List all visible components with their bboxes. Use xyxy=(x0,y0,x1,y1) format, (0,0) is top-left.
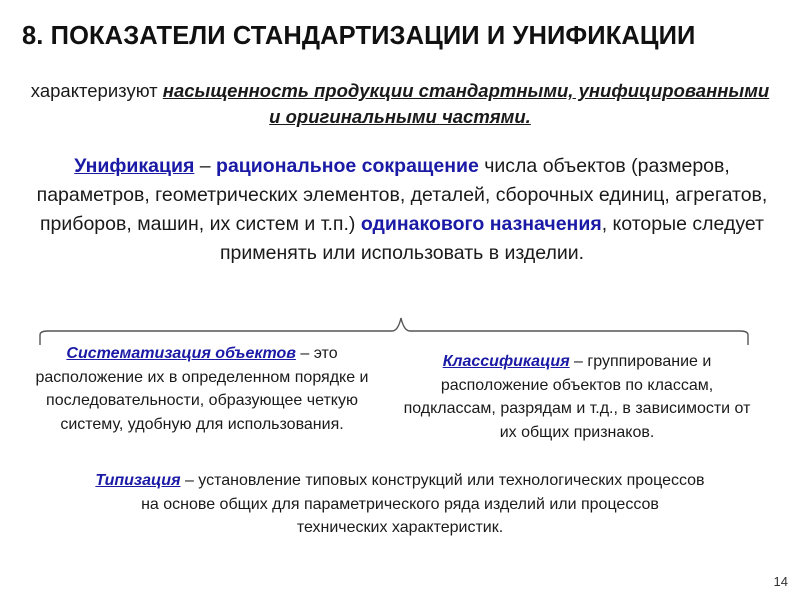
unification-text-2: , которые следует применять или использовать в изделии. xyxy=(219,213,764,264)
intro-emphasis: насыщенность продукции стандартными, унифицированными и оригинальными частями. xyxy=(162,80,770,127)
classification-definition xyxy=(396,350,758,444)
classification-text: – группирование и расположение объектов по классам, подклассам, разрядам и т.д., в зависимости от их общих признаков. xyxy=(403,353,751,441)
unification-definition xyxy=(32,152,772,268)
classification-term: Классификация xyxy=(442,353,570,370)
systematization-term: Систематизация объектов xyxy=(66,345,296,362)
slide-title: 8. ПОКАЗАТЕЛИ СТАНДАРТИЗАЦИИ И УНИФИКАЦИИ xyxy=(22,22,696,50)
intro-paragraph xyxy=(30,78,770,130)
intro-lead: характеризуют xyxy=(30,80,163,101)
unification-phrase-2: одинакового назначения xyxy=(360,213,602,235)
unification-term: Унификация xyxy=(74,155,195,177)
unification-dash: – xyxy=(194,155,217,177)
typization-term: Типизация xyxy=(95,472,181,489)
unification-text-1: числа объектов (размеров, параметров, геометрических элементов, деталей, сборочных единиц, агрегатов, приборов, машин, их систем и т.п.) xyxy=(36,155,768,235)
systematization-definition xyxy=(22,342,382,436)
unification-phrase-1: рациональное сокращение xyxy=(216,155,479,177)
typization-text: – установление типовых конструкций или технологических процессов на основе общих для параметрического ряда изделий или процессов технических характеристик. xyxy=(141,472,705,536)
page-number: 14 xyxy=(773,574,788,589)
typization-definition xyxy=(95,469,705,540)
systematization-text: – это расположение их в определенном порядке и последовательности, образующее четкую систему, удобную для использования. xyxy=(35,345,369,433)
